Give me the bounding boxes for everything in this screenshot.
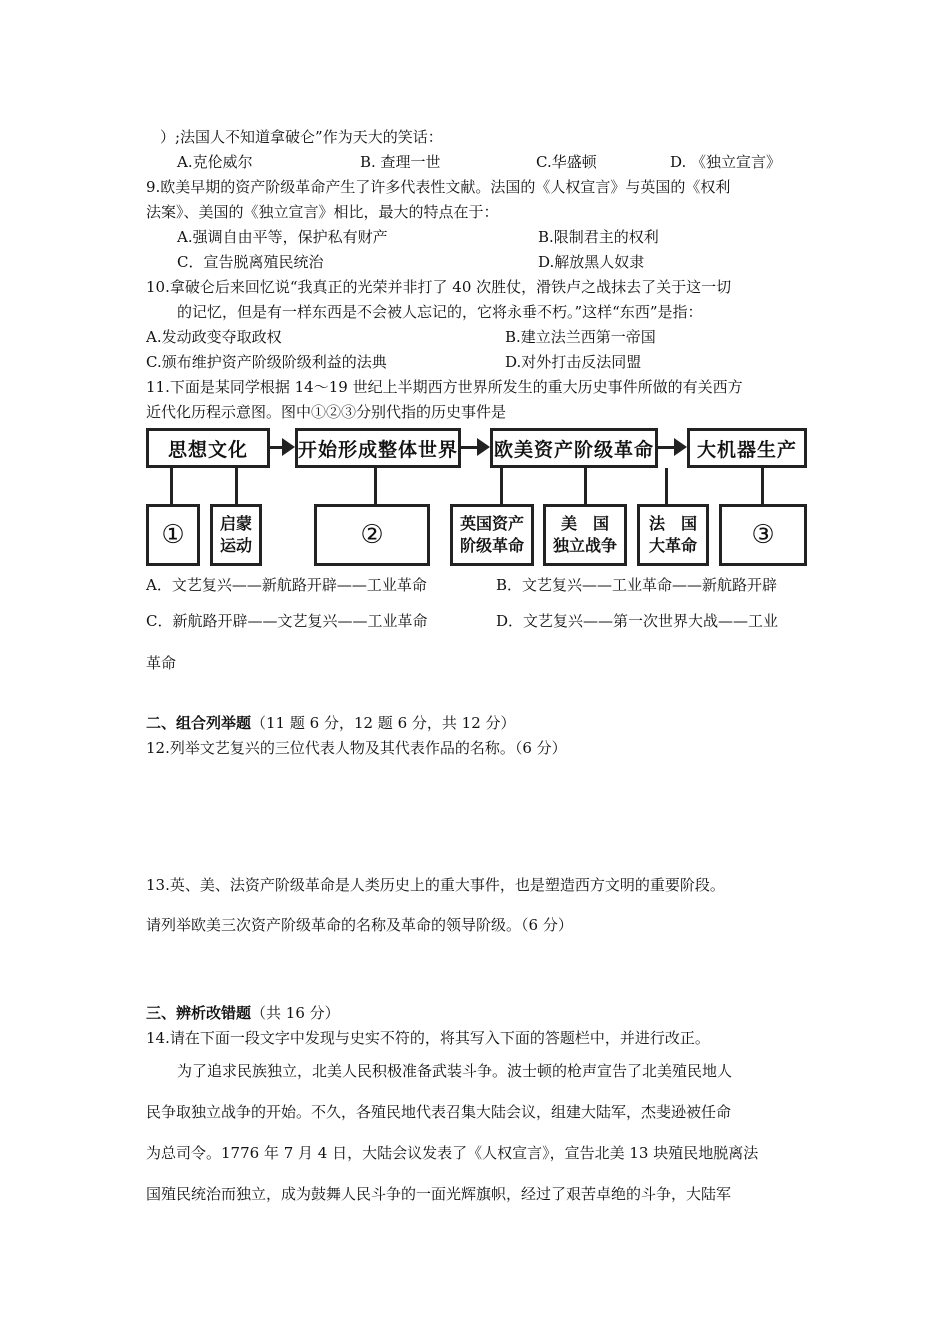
q11-option-c: C．新航路开辟——文艺复兴——工业革命 [146, 612, 428, 630]
diagram-connector-6 [665, 468, 668, 504]
diagram-blank-2: ② [314, 504, 430, 566]
q10-option-b: B.建立法兰西第一帝国 [505, 328, 656, 346]
diagram-blank-3: ③ [719, 504, 807, 566]
english-revolution-line-1: 英国资产 [459, 514, 524, 533]
section-3-heading [146, 1003, 340, 1023]
q10-option-d: D.对外打击反法同盟 [505, 353, 642, 371]
enlightenment-line-2: 运动 [219, 536, 252, 555]
q13-line-2: 请列举欧美三次资产阶级革命的名称及革命的领导阶级。（6 分） [146, 916, 573, 934]
q11-option-d-tail: 革命 [146, 654, 177, 672]
diagram-arrow-2-head [477, 438, 490, 456]
q14-paragraph-line-3: 为总司令。1776 年 7 月 4 日，大陆会议发表了《人权宣言》，宣告北美 13 块殖民地脱离法 [146, 1144, 759, 1162]
section-2-heading [146, 713, 516, 733]
diagram-arrow-3-head [674, 438, 687, 456]
q10-option-c: C.颁布维护资产阶级阶级利益的法典 [146, 353, 387, 371]
diagram-connector-2 [235, 468, 238, 504]
q14-stem: 14.请在下面一段文字中发现与史实不符的，将其写入下面的答题栏中，并进行改正。 [146, 1029, 710, 1047]
q9-line-2: 法案》、美国的《独立宣言》相比，最大的特点在于： [146, 203, 499, 221]
diagram-box-revolution: 欧美资产阶级革命 [490, 428, 658, 468]
section-2-score: （11 题 6 分，12 题 6 分，共 12 分） [251, 714, 516, 732]
diagram-arrow-1-head [282, 438, 295, 456]
diagram-connector-1 [170, 468, 173, 504]
american-war-line-1: 美 国 [560, 514, 609, 533]
diagram-blank-1: ① [146, 504, 200, 566]
q14-paragraph-line-4: 国殖民统治而独立，成为鼓舞人民斗争的一面光辉旗帜，经过了艰苦卓绝的斗争，大陆军 [146, 1185, 732, 1203]
q9-option-a: A.强调自由平等，保护私有财产 [177, 228, 388, 246]
q8-option-b: B. 查理一世 [360, 153, 441, 171]
q11-option-d: D．文艺复兴——第一次世界大战——工业 [496, 612, 779, 630]
diagram-box-industry: 大机器生产 [687, 428, 807, 468]
q10-option-a: A.发动政变夺取政权 [146, 328, 282, 346]
diagram-connector-7 [761, 468, 764, 504]
diagram-box-culture: 思想文化 [146, 428, 270, 468]
diagram-box-american-war [543, 504, 627, 566]
q9-line-1: 9.欧美早期的资产阶级革命产生了许多代表性文献。法国的《人权宣言》与英国的《权利 [146, 178, 731, 196]
q13-line-1: 13.英、美、法资产阶级革命是人类历史上的重大事件，也是塑造西方文明的重要阶段。 [146, 876, 725, 894]
q12-stem: 12.列举文艺复兴的三位代表人物及其代表作品的名称。（6 分） [146, 739, 567, 757]
diagram-box-world: 开始形成整体世界 [295, 428, 461, 468]
q11-line-2: 近代化历程示意图。图中①②③分别代指的历史事件是 [146, 403, 507, 421]
diagram-connector-4 [500, 468, 503, 504]
q8-option-c: C.华盛顿 [536, 153, 597, 171]
english-revolution-line-2: 阶级革命 [459, 536, 524, 555]
section-2-title: 二、组合列举题 [146, 714, 252, 732]
american-war-line-2: 独立战争 [552, 536, 617, 555]
q14-paragraph-line-1: 为了追求民族独立，北美人民积极准备武装斗争。波士顿的枪声宣告了北美殖民地人 [177, 1062, 733, 1080]
q9-option-d: D.解放黑人奴隶 [538, 253, 645, 271]
q11-line-1: 11.下面是某同学根据 14～19 世纪上半期西方世界所发生的重大历史事件所做的有关西方 [146, 378, 743, 396]
french-revolution-line-1: 法 国 [648, 514, 697, 533]
diagram-box-english-revolution [450, 504, 534, 566]
q10-line-2: 的记忆，但是有一样东西是不会被人忘记的，它将永垂不朽。”这样“东西”是指： [177, 303, 703, 321]
q11-option-a: A．文艺复兴——新航路开辟——工业革命 [146, 576, 427, 594]
q8-option-a: A.克伦威尔 [177, 153, 253, 171]
diagram-connector-5 [584, 468, 587, 504]
q11-option-b: B．文艺复兴——工业革命——新航路开辟 [496, 576, 778, 594]
q9-option-c: C．宣告脱离殖民统治 [177, 253, 324, 271]
q8-stem-tail: ）;法国人不知道拿破仑”作为天大的笑话： [160, 128, 443, 146]
diagram-box-french-revolution [637, 504, 709, 566]
french-revolution-line-2: 大革命 [648, 536, 697, 555]
diagram-connector-3 [374, 468, 377, 504]
section-3-title: 三、辨析改错题 [146, 1004, 252, 1022]
q9-option-b: B.限制君主的权利 [538, 228, 659, 246]
q10-line-1: 10.拿破仑后来回忆说“我真正的光荣并非打了 40 次胜仗，滑铁卢之战抹去了关于这一切 [146, 278, 732, 296]
diagram-box-enlightenment [210, 504, 262, 566]
section-3-score: （共 16 分） [251, 1004, 340, 1022]
q14-paragraph-line-2: 民争取独立战争的开始。不久，各殖民地代表召集大陆会议，组建大陆军，杰斐逊被任命 [146, 1103, 732, 1121]
q8-option-d: D. 《独立宣言》 [670, 153, 782, 171]
enlightenment-line-1: 启蒙 [219, 514, 252, 533]
